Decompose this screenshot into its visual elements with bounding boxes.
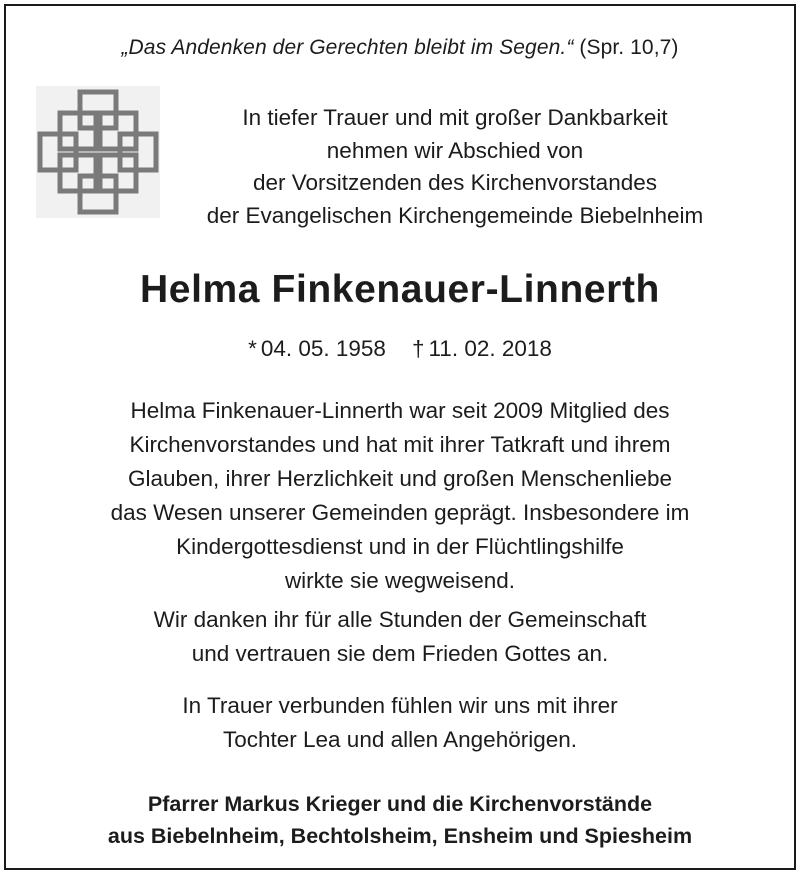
intro-text [136,102,774,232]
tribute-line: das Wesen unserer Gemeinden geprägt. Insbesondere im [110,500,690,525]
bible-quote [6,36,794,60]
thanks-line: Wir danken ihr für alle Stunden der Gemeinschaft [153,607,647,632]
tribute-line: Kindergottesdienst und in der Flüchtlingshilfe [176,534,624,559]
tribute-line: Glauben, ihrer Herzlichkeit und großen Menschenliebe [127,466,673,491]
intro-line: der Evangelischen Kirchengemeinde Biebelnheim [206,202,704,228]
bible-quote-source: (Spr. 10,7) [579,36,679,59]
intro-line: In tiefer Trauer und mit großer Dankbarkeit [242,105,668,130]
signature-block [6,788,794,852]
intro-line: nehmen wir Abschied von [326,137,584,163]
condolence-line: In Trauer verbunden fühlen wir uns mit ihrer [182,693,618,718]
death-symbol: † [411,336,425,361]
intro-line: der Vorsitzenden des Kirchenvorstandes [253,170,657,195]
condolence-line: Tochter Lea und allen Angehörigen. [222,727,578,752]
deceased-name: Helma Finkenauer-Linnerth [140,268,660,311]
thanks-paragraph [26,603,774,671]
tribute-line: Kirchenvorstandes und hat mit ihrer Tatkraft und ihrem [129,432,671,457]
signature-line: aus Biebelnheim, Bechtolsheim, Ensheim und Spiesheim [107,824,693,848]
tribute-line: wirkte sie wegweisend. [284,568,516,593]
tribute-line: Helma Finkenauer-Linnerth war seit 2009 Mitglied des [130,398,670,423]
life-dates [6,336,794,362]
tribute-paragraph [26,394,774,598]
signature-line: Pfarrer Markus Krieger und die Kirchenvorstände [147,792,653,816]
bible-quote-text: „Das Andenken der Gerechten bleibt im Segen.“ [121,36,574,59]
birth-date: 04. 05. 1958 [260,336,386,361]
birth-symbol: * [248,336,257,361]
obituary-notice [4,4,796,870]
condolence-paragraph [26,689,774,757]
thanks-line: und vertrauen sie dem Frieden Gottes an. [191,641,609,666]
death-date: 11. 02. 2018 [428,336,552,361]
